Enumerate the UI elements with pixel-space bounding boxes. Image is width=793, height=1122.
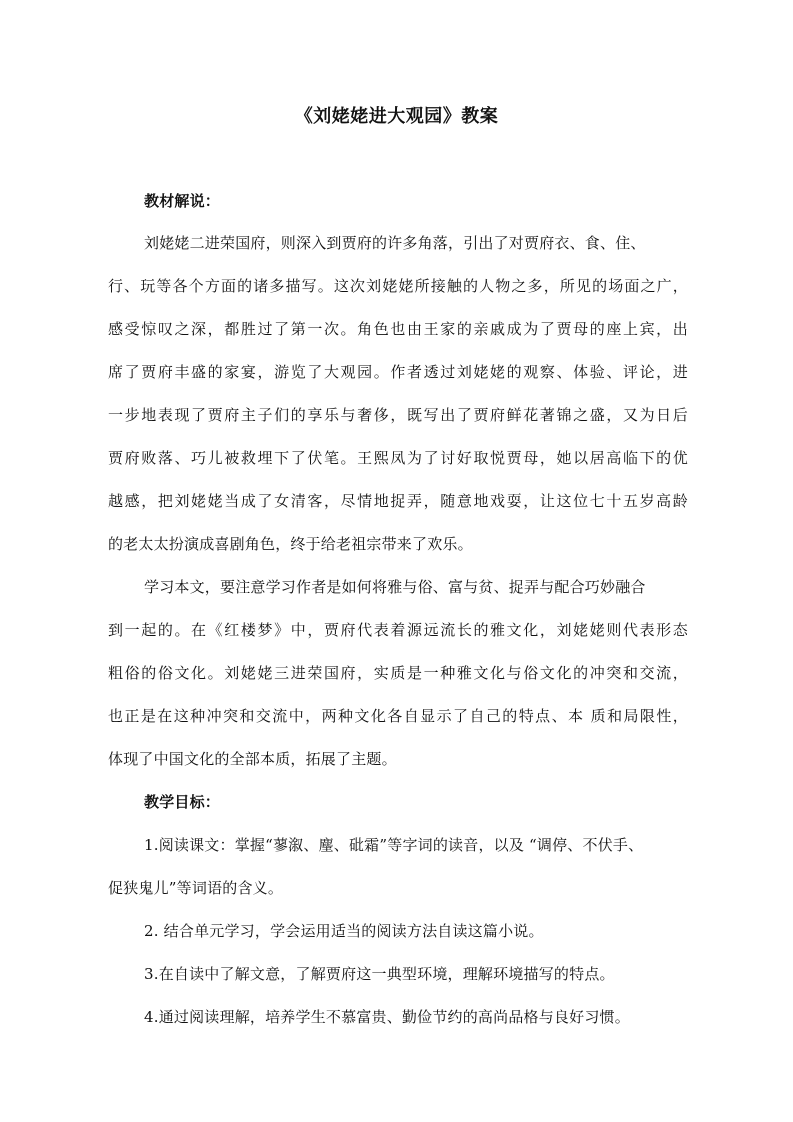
goal-item-1: 1.阅读课文：掌握“蓼溆、麈、砒霜”等字词的读音，以及 “调停、不伏手、	[144, 836, 644, 854]
paragraph-line: 学习本文，要注意学习作者是如何将雅与俗、富与贫、捉弄与配合巧妙融合	[144, 578, 646, 596]
paragraph-line: 到一起的。在《红楼梦》中，贾府代表着源远流长的雅文化，刘姥姥则代表形态	[108, 621, 688, 639]
paragraph-line: 行、玩等各个方面的诸多描写。这次刘姥姥所接触的人物之多，所见的场面之广，	[108, 277, 688, 295]
goal-item-3: 3.在自读中了解文意，了解贾府这一典型环境，理解环境描写的特点。	[144, 965, 615, 983]
paragraph-line: 刘姥姥二进荣国府，则深入到贾府的许多角落，引出了对贾府衣、食、住、	[144, 234, 646, 252]
goal-item-1-continued: 促狭鬼儿”等词语的含义。	[108, 879, 284, 897]
paragraph-line: 贾府败落、巧儿被救埋下了伏笔。王熙凤为了讨好取悦贾母，她以居高临下的优	[108, 449, 688, 467]
section-heading-textbook-explanation: 教材解说：	[144, 192, 221, 210]
paragraph-line: 体现了中国文化的全部本质，拓展了主题。	[108, 750, 397, 768]
paragraph-line: 的老太太扮演成喜剧角色，终于给老祖宗带来了欢乐。	[108, 535, 473, 553]
goal-item-2: 2. 结合单元学习，学会运用适当的阅读方法自读这篇小说。	[144, 922, 544, 940]
paragraph-line: 也正是在这种冲突和交流中，两种文化各自显示了自己的特点、本 质和局限性，	[108, 707, 688, 725]
paragraph-line: 一步地表现了贾府主子们的享乐与奢侈，既写出了贾府鲜花著锦之盛，又为日后	[108, 406, 688, 424]
paragraph-line: 粗俗的俗文化。刘姥姥三进荣国府，实质是一种雅文化与俗文化的冲突和交流，	[108, 664, 688, 682]
section-heading-teaching-goals: 教学目标：	[144, 793, 221, 811]
paragraph-line: 越感，把刘姥姥当成了女清客，尽情地捉弄，随意地戏耍，让这位七十五岁高龄	[108, 492, 688, 510]
paragraph-line: 席了贾府丰盛的家宴，游览了大观园。作者透过刘姥姥的观察、体验、评论，进	[108, 363, 688, 381]
paragraph-line: 感受惊叹之深，都胜过了第一次。角色也由王家的亲戚成为了贾母的座上宾，出	[108, 320, 688, 338]
goal-item-4: 4.通过阅读理解，培养学生不慕富贵、勤俭节约的高尚品格与良好习惯。	[144, 1008, 630, 1026]
document-title: 《刘姥姥进大观园》教案	[294, 106, 499, 127]
